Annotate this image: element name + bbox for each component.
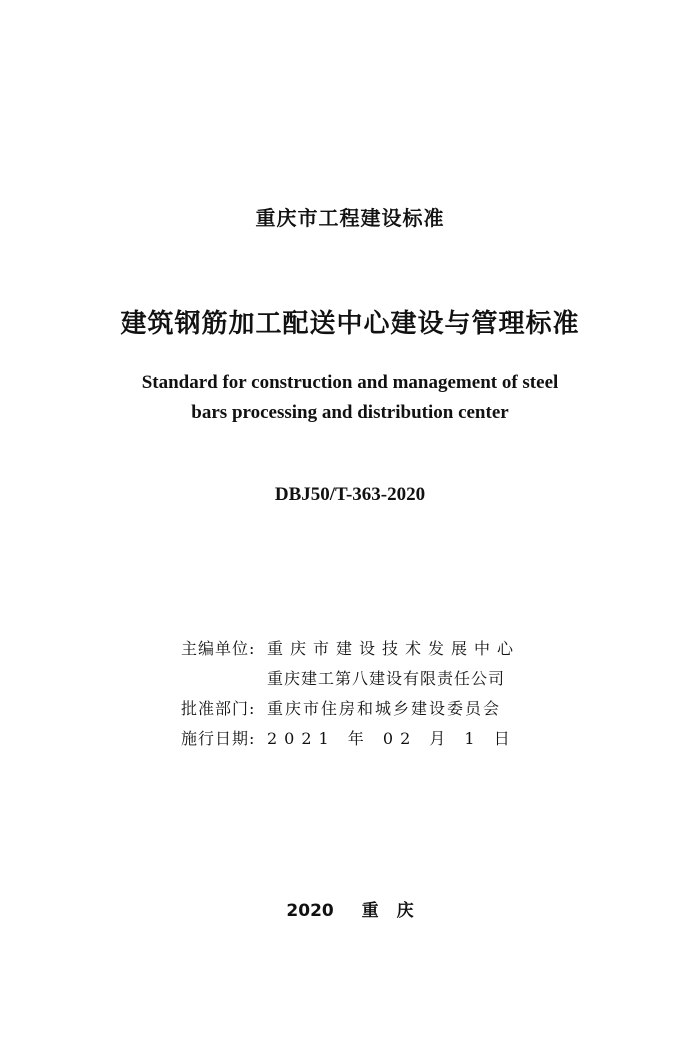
series-title: 重庆市工程建设标准 xyxy=(255,206,445,230)
editor-row-2 xyxy=(181,664,541,694)
standard-code: DBJ50/T-363-2020 xyxy=(274,484,426,505)
chinese-title: 建筑钢筋加工配送中心建设与管理标准 xyxy=(120,309,580,339)
english-title xyxy=(0,368,700,428)
approver: 重庆市住房和城乡建设委员会 xyxy=(267,699,502,718)
editor-2: 重庆建工第八建设有限责任公司 xyxy=(267,669,506,688)
approver-label: 批准部门: xyxy=(181,699,256,718)
footer xyxy=(0,896,700,921)
date-label: 施行日期: xyxy=(181,729,256,748)
editor-1: 重庆市建设技术发展中心 xyxy=(267,639,521,658)
english-title-line-1: Standard for construction and management of steel xyxy=(141,372,559,393)
footer-city: 重庆 xyxy=(361,901,432,921)
date-row xyxy=(181,724,541,754)
info-block xyxy=(181,634,541,754)
footer-year: 2020 xyxy=(286,901,334,921)
editor-label-spacer xyxy=(181,664,267,694)
editor-label: 主编单位: xyxy=(181,639,256,658)
english-title-line-2: bars processing and distribution center xyxy=(191,402,509,423)
editor-row xyxy=(181,634,541,664)
effective-date: 2021 年 02 月 1 日 xyxy=(267,729,517,748)
approver-row xyxy=(181,694,541,724)
